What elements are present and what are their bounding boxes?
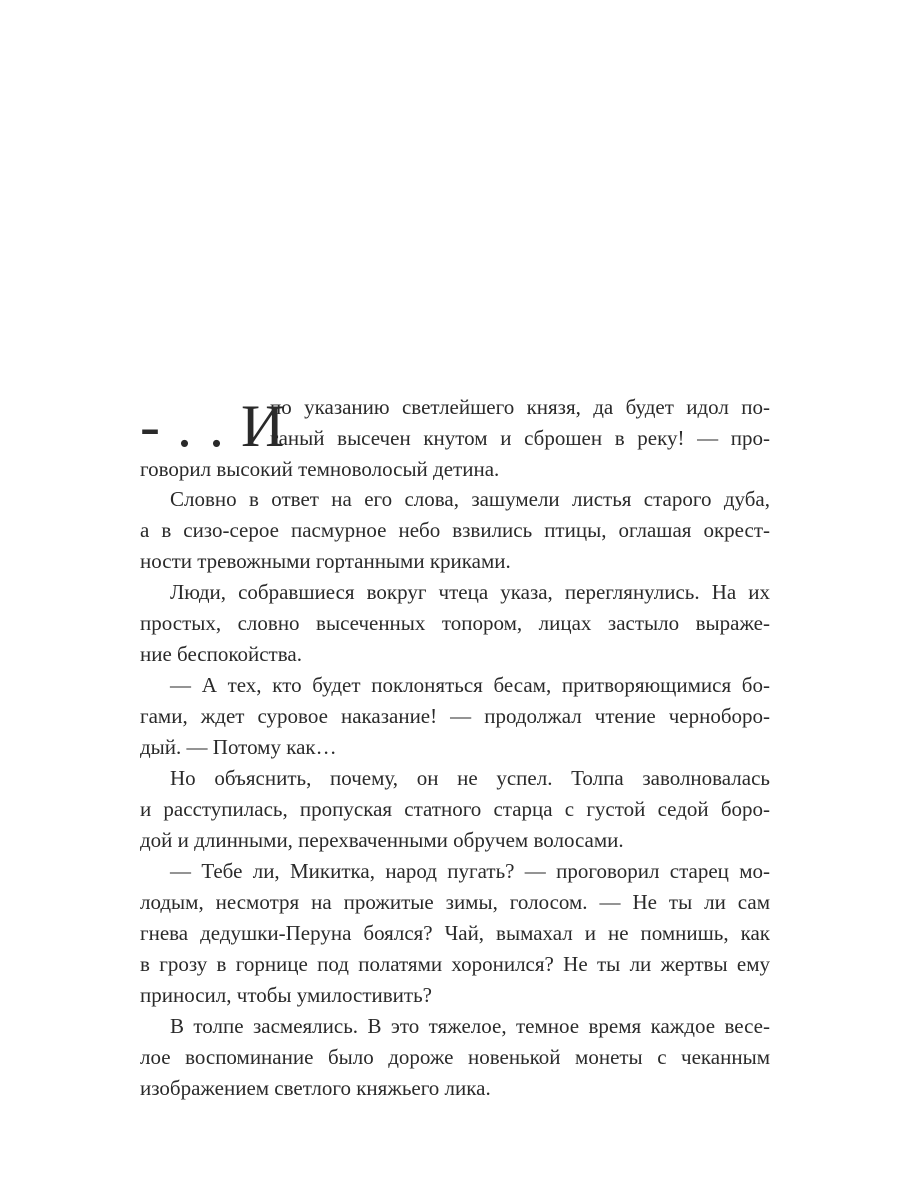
text-line: Люди, собравшиеся вокруг чтеца указа, переглянулись. На их bbox=[170, 580, 770, 604]
text-line: — Тебе ли, Микитка, народ пугать? — проговорил старец мо- bbox=[170, 859, 770, 883]
paragraph bbox=[140, 577, 770, 670]
text-line: дой и длинными, перехваченными обручем волосами. bbox=[140, 828, 624, 852]
drop-cap: - . . И bbox=[140, 393, 286, 459]
paragraph bbox=[140, 1011, 770, 1104]
text-line: в грозу в горнице под полатями хоронился? Не ты ли жертвы ему bbox=[140, 952, 770, 976]
paragraph bbox=[140, 856, 770, 1011]
text-line: гами, ждет суровое наказание! — продолжал чтение черноборо- bbox=[140, 704, 770, 728]
text-line: приносил, чтобы умилостивить? bbox=[140, 983, 433, 1007]
paragraph bbox=[140, 763, 770, 856]
text-line: ности тревожными гортанными криками. bbox=[140, 549, 511, 573]
chapter-text bbox=[140, 392, 770, 1104]
text-line: Но объяснить, почему, он не успел. Толпа заволновалась bbox=[170, 766, 770, 790]
text-line: и расступилась, пропуская статного старца с густой седой боро- bbox=[140, 797, 770, 821]
text-line: ние беспокойства. bbox=[140, 642, 302, 666]
text-line: дый. — Потому как… bbox=[140, 735, 337, 759]
text-line: гнева дедушки-Перуна боялся? Чай, вымахал и не помнишь, как bbox=[140, 921, 770, 945]
text-line: изображением светлого княжьего лика. bbox=[140, 1076, 491, 1100]
paragraph bbox=[140, 484, 770, 577]
text-line: ганый высечен кнутом и сброшен в реку! — про- bbox=[270, 426, 770, 450]
text-line: а в сизо-серое пасмурное небо взвились птицы, оглашая окрест- bbox=[140, 518, 770, 542]
text-line: В толпе засмеялись. В это тяжелое, темное время каждое весе- bbox=[170, 1014, 770, 1038]
text-line: простых, словно высеченных топором, лицах застыло выраже- bbox=[140, 611, 770, 635]
text-line: Словно в ответ на его слова, зашумели листья старого дуба, bbox=[170, 487, 770, 511]
text-line: лое воспоминание было дороже новенькой монеты с чеканным bbox=[140, 1045, 770, 1069]
paragraph bbox=[140, 670, 770, 763]
text-line: лодым, несмотря на прожитые зимы, голосом. — Не ты ли сам bbox=[140, 890, 770, 914]
text-line: по указанию светлейшего князя, да будет идол по- bbox=[270, 395, 770, 419]
text-line: — А тех, кто будет поклоняться бесам, притворяющимися бо- bbox=[170, 673, 770, 697]
opening-lines bbox=[270, 392, 770, 454]
opening-paragraph bbox=[140, 392, 770, 484]
text-line: говорил высокий темноволосый детина. bbox=[140, 457, 500, 481]
